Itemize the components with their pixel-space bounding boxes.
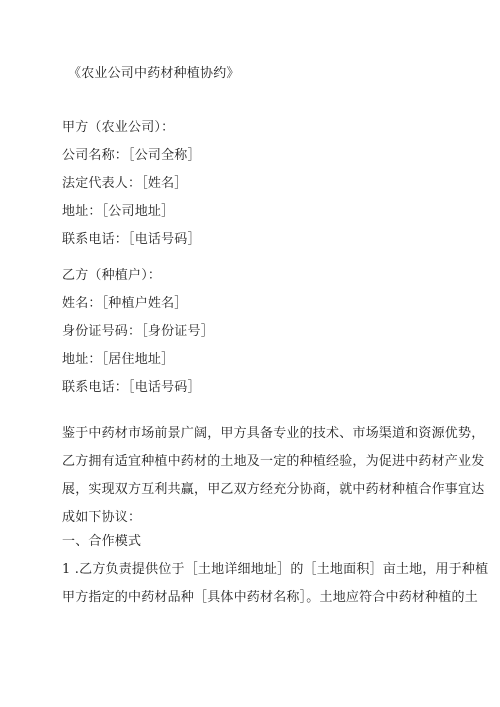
section-heading: 一、合作模式	[62, 534, 142, 549]
party-b-id-number: 身份证号码：［身份证号］	[62, 324, 214, 339]
party-a-company-name: 公司名称：［公司全称］	[62, 148, 201, 163]
party-b-name: 姓名：［种植户姓名］	[62, 296, 188, 311]
party-a-block	[62, 114, 201, 254]
party-a-phone: 联系电话：［电话号码］	[62, 232, 201, 247]
party-b-heading: 乙方（种植户）：	[62, 268, 162, 283]
preamble-line: 成如下协议：	[62, 510, 142, 525]
preamble-line: 展，实现双方互利共赢，甲乙双方经充分协商，就中药材种植合作事宜达	[62, 482, 485, 497]
section-cooperation-mode	[62, 528, 489, 612]
party-a-heading: 甲方（农业公司）：	[62, 120, 175, 135]
party-b-phone: 联系电话：［电话号码］	[62, 380, 201, 395]
party-b-address: 地址：［居住地址］	[62, 352, 175, 367]
party-a-legal-rep: 法定代表人：［姓名］	[62, 176, 188, 191]
section-line: 甲方指定的中药材品种［具体中药材名称］。土地应符合中药材种植的土	[62, 590, 478, 605]
preamble-line: 鉴于中药材市场前景广阔，甲方具备专业的技术、市场渠道和资源优势，	[62, 426, 485, 441]
document-title: 《农业公司中药材种植协约》	[68, 66, 240, 81]
section-line: 1 .乙方负责提供位于［土地详细地址］的［土地面积］亩土地，用于种植	[62, 562, 489, 577]
preamble-line: 乙方拥有适宜种植中药材的土地及一定的种植经验，为促进中药材产业发	[62, 454, 485, 469]
party-a-address: 地址：［公司地址］	[62, 204, 175, 219]
preamble-paragraph	[62, 420, 485, 532]
party-b-block	[62, 262, 214, 402]
